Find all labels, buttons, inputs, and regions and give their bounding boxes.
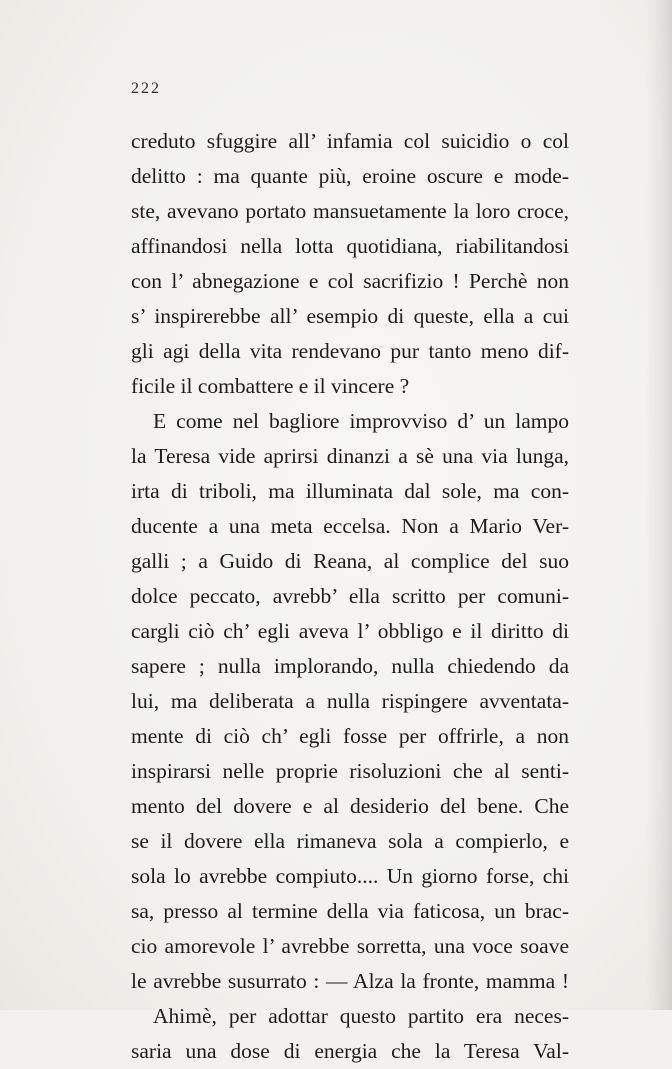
text-line: irta di triboli, ma illuminata dal sole, ma con-: [131, 479, 569, 503]
text-line: con l’ abnegazione e col sacrifizio ! Perchè non: [131, 269, 569, 293]
text-line: ficile il combattere e il vincere ?: [131, 374, 410, 398]
text-line: le avrebbe susurrato : — Alza la fronte, mamma !: [131, 969, 569, 993]
text-line: ste, avevano portato mansuetamente la loro croce,: [131, 199, 569, 223]
text-line: gli agi della vita rendevano pur tanto meno dif-: [131, 339, 569, 363]
text-line: inspirarsi nelle proprie risoluzioni che al senti-: [131, 759, 569, 783]
text-line: creduto sfuggire all’ infamia col suicidio o col: [131, 129, 569, 153]
text-line: mento del dovere e al desiderio del bene. Che: [131, 794, 569, 818]
text-line: dolce peccato, avrebb’ ella scritto per comuni-: [131, 584, 569, 608]
text-line: sola lo avrebbe compiuto.... Un giorno forse, chi: [131, 864, 569, 888]
text-line: sa, presso al termine della via faticosa, un brac-: [131, 899, 569, 923]
text-line: cio amorevole l’ avrebbe sorretta, una voce soave: [131, 934, 569, 958]
text-line: la Teresa vide aprirsi dinanzi a sè una via lunga,: [131, 444, 569, 468]
text-line: cargli ciò ch’ egli aveva l’ obbligo e il diritto di: [131, 619, 569, 643]
text-line: ducente a una meta eccelsa. Non a Mario Ver-: [131, 514, 569, 538]
text-line: s’ inspirerebbe all’ esempio di queste, ella a cui: [131, 304, 569, 328]
page-edge-shadow: [646, 0, 672, 1010]
text-line: galli ; a Guido di Reana, al complice del suo: [131, 549, 569, 573]
page-number: 222: [131, 80, 161, 97]
text-line: affinandosi nella lotta quotidiana, riabilitandosi: [131, 234, 569, 258]
text-line: E come nel bagliore improvviso d’ un lampo: [153, 409, 569, 433]
text-line: delitto : ma quante più, eroine oscure e mode-: [131, 164, 569, 188]
text-line: se il dovere ella rimaneva sola a compierlo, e: [131, 829, 569, 853]
text-line: lui, ma deliberata a nulla rispingere avventata-: [131, 689, 569, 713]
text-line: Ahimè, per adottar questo partito era neces-: [153, 1004, 569, 1028]
body-text: [131, 124, 569, 1069]
text-line: saria una dose di energia che la Teresa Val-: [131, 1039, 569, 1063]
text-line: mente di ciò ch’ egli fosse per offrirle, a non: [131, 724, 569, 748]
text-line: sapere ; nulla implorando, nulla chiedendo da: [131, 654, 569, 678]
